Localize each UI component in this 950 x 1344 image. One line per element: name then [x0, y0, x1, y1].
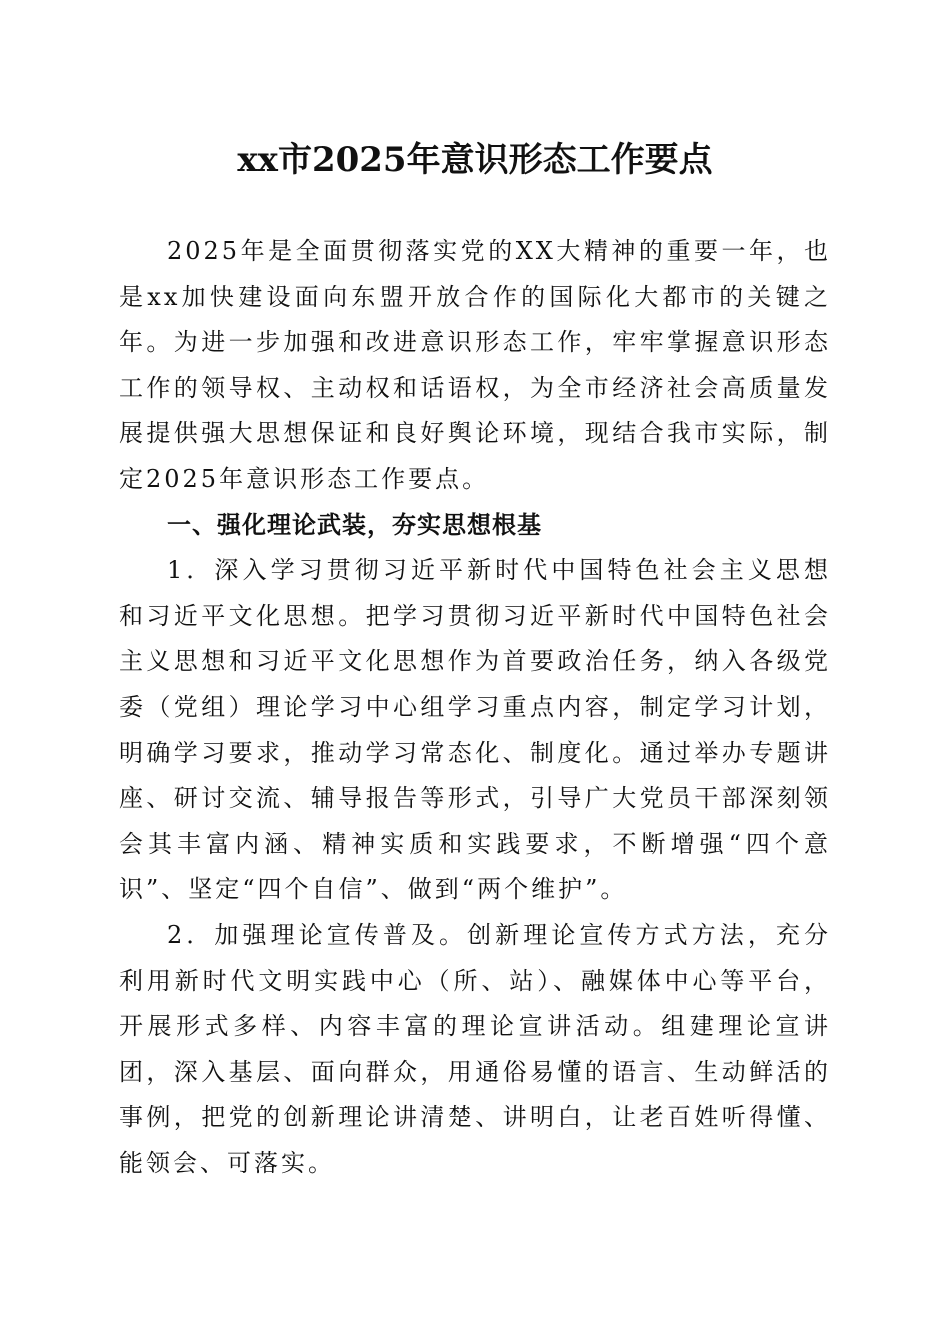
section-item-1: 1．深入学习贯彻习近平新时代中国特色社会主义思想和习近平文化思想。把学习贯彻习近平新时代中国特色社会主义思想和习近平文化思想作为首要政治任务，纳入各级党委（党组）理论学习中心组学习重点内容，制定学习计划，明确学习要求，推动学习常态化、制度化。通过举办专题讲座、研讨交流、辅导报告等形式，引导广大党员干部深刻领会其丰富内涵、精神实质和实践要求，不断增强“四个意识”、坚定“四个自信”、做到“两个维护”。	[119, 556, 831, 904]
document-title: xx市2025年意识形态工作要点	[237, 140, 713, 180]
document-body	[119, 229, 831, 1186]
section-item-2: 2．加强理论宣传普及。创新理论宣传方式方法，充分利用新时代文明实践中心（所、站）、融媒体中心等平台，开展形式多样、内容丰富的理论宣讲活动。组建理论宣讲团，深入基层、面向群众，用通俗易懂的语言、生动鲜活的事例，把党的创新理论讲清楚、讲明白，让老百姓听得懂、能领会、可落实。	[119, 920, 831, 1177]
intro-paragraph: 2025年是全面贯彻落实党的XX大精神的重要一年，也是xx加快建设面向东盟开放合作的国际化大都市的关键之年。为进一步加强和改进意识形态工作，牢牢掌握意识形态工作的领导权、主动权和话语权，为全市经济社会高质量发展提供强大思想保证和良好舆论环境，现结合我市实际，制定2025年意识形态工作要点。	[119, 237, 831, 493]
section-heading: 一、强化理论武装，夯实思想根基	[167, 510, 542, 539]
